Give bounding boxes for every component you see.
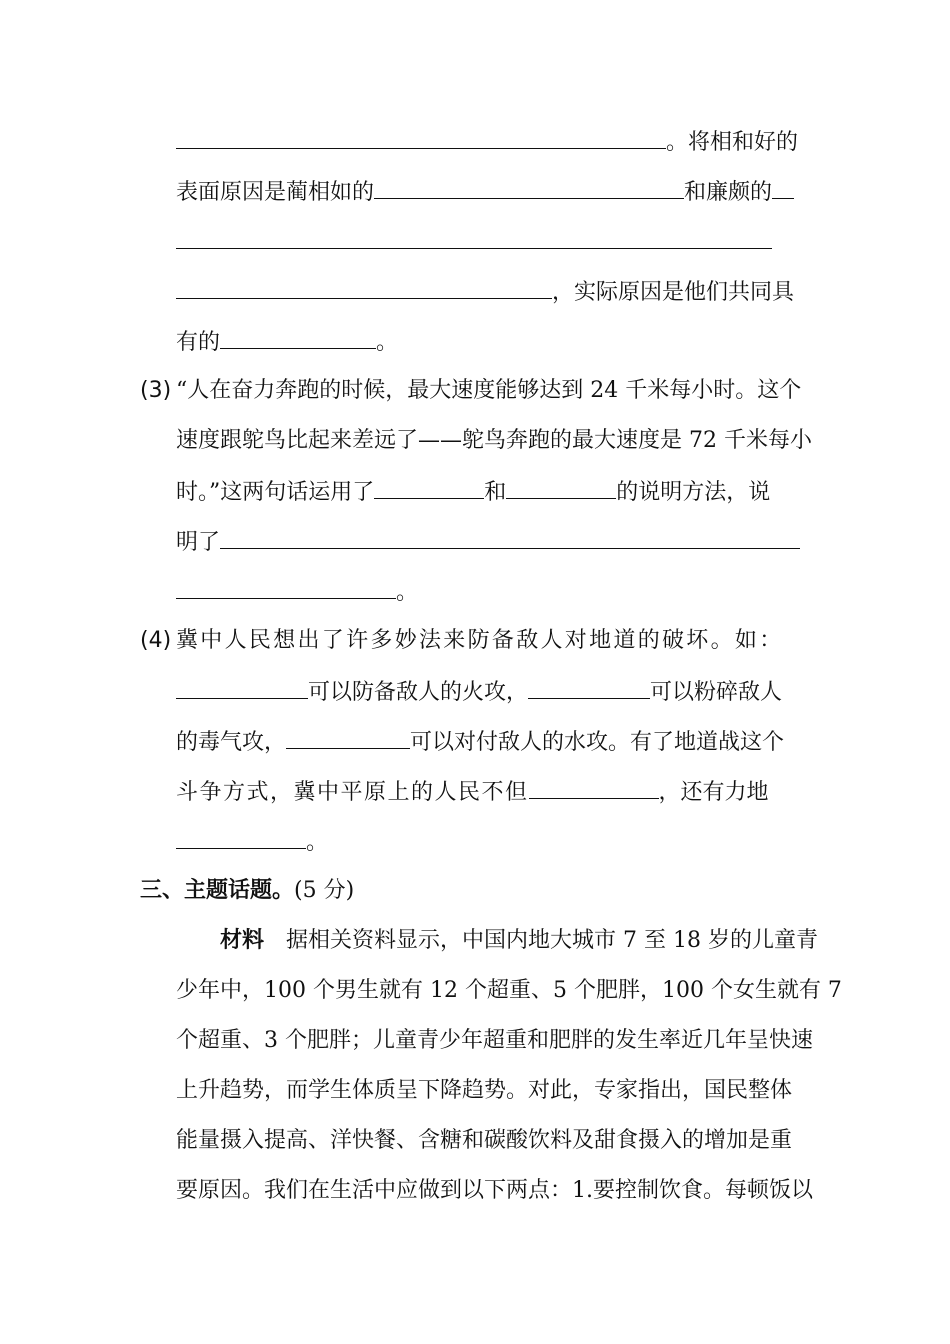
answer-blank[interactable] bbox=[176, 126, 666, 149]
material-line-6: 要原因。我们在生活中应做到以下两点：1.要控制饮食。每顿饭以 bbox=[176, 1178, 813, 1203]
answer-blank[interactable] bbox=[176, 676, 308, 699]
material-line-3: 个超重、3 个肥胖；儿童青少年超重和肥胖的发生率近几年呈快速 bbox=[176, 1028, 813, 1053]
question-number: (4) bbox=[140, 628, 172, 653]
section-3-heading bbox=[140, 876, 354, 906]
answer-blank[interactable] bbox=[374, 176, 684, 199]
answer-blank[interactable] bbox=[528, 676, 650, 699]
question-3-line-3: 时。”这两句话运用了 和 的说明方法，说 bbox=[176, 476, 770, 506]
material-line-2: 少年中，100 个男生就有 12 个超重、5 个肥胖，100 个女生就有 7 bbox=[176, 978, 842, 1003]
q2-line-5: 有的 。 bbox=[176, 326, 398, 356]
material-line-4: 上升趋势，而学生体质呈下降趋势。对此，专家指出，国民整体 bbox=[176, 1078, 793, 1103]
question-3-line-4: 明了 bbox=[176, 526, 800, 556]
question-4-line-2: 可以防备敌人的火攻， 可以粉碎敌人 bbox=[176, 676, 782, 706]
material-label: 材料 bbox=[220, 928, 265, 953]
answer-blank[interactable] bbox=[286, 726, 410, 749]
question-3-line-2: 速度跟鸵鸟比起来差远了——鸵鸟奔跑的最大速度是 72 千米每小 bbox=[176, 428, 812, 453]
answer-blank[interactable] bbox=[220, 526, 800, 549]
question-4-line-5: 。 bbox=[176, 826, 328, 856]
q2-line-2: 表面原因是蔺相如的 和廉颇的 bbox=[176, 176, 794, 206]
answer-blank[interactable] bbox=[176, 576, 396, 599]
question-4-line-3: 的毒气攻， 可以对付敌人的水攻。有了地道战这个 bbox=[176, 726, 784, 756]
answer-blank[interactable] bbox=[220, 326, 376, 349]
question-4-line-1: (4) 冀中人民想出了许多妙法来防备敌人对地道的破坏。如： bbox=[140, 626, 784, 656]
question-3-line-5: 。 bbox=[176, 576, 418, 606]
question-4-line-4: 斗争方式，冀中平原上的人民不但 ，还有力地 bbox=[176, 776, 769, 806]
section-score: (5 分) bbox=[294, 878, 355, 903]
q2-line-1: 。将相和好的 bbox=[176, 126, 798, 156]
q2-line-3 bbox=[176, 226, 772, 256]
section-title: 三、主题话题。 bbox=[140, 878, 295, 903]
answer-blank[interactable] bbox=[176, 276, 552, 299]
answer-blank[interactable] bbox=[772, 176, 794, 199]
answer-blank[interactable] bbox=[374, 476, 484, 499]
material-line-5: 能量摄入提高、洋快餐、含糖和碳酸饮料及甜食摄入的增加是重 bbox=[176, 1128, 793, 1153]
question-3-line-1: (3) “人在奋力奔跑的时候，最大速度能够达到 24 千米每小时。这个 bbox=[140, 376, 801, 406]
answer-blank[interactable] bbox=[176, 226, 772, 249]
question-number: (3) bbox=[140, 378, 172, 403]
answer-blank[interactable] bbox=[529, 776, 659, 799]
answer-blank[interactable] bbox=[176, 826, 306, 849]
answer-blank[interactable] bbox=[506, 476, 616, 499]
material-line-1: 材料 据相关资料显示，中国内地大城市 7 至 18 岁的儿童青 bbox=[220, 928, 818, 953]
q2-line-4: ，实际原因是他们共同具 bbox=[176, 276, 794, 306]
